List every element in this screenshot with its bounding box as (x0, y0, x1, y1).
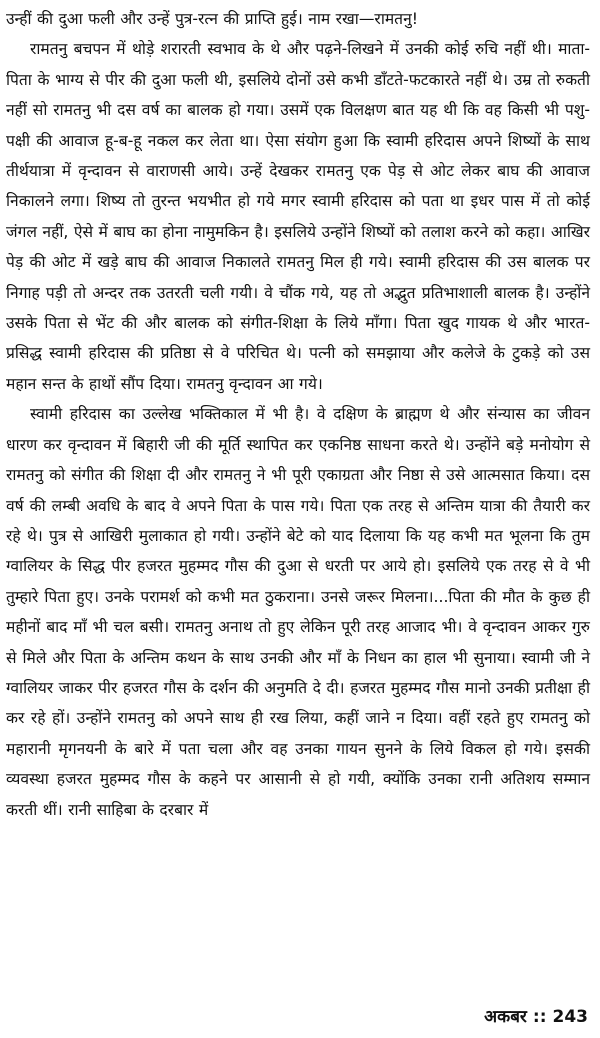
running-title: अकबर (484, 1007, 527, 1027)
body-text (6, 4, 590, 825)
page-number: 243 (552, 1007, 588, 1027)
paragraph-2: रामतनु बचपन में थोड़े शरारती स्वभाव के थे और पढ़ने-लिखने में उनकी कोई रुचि नहीं थी। माता-पिता के भाग्य से पीर की दुआ फली थी, इसलिये दोनों उसे कभी डाँटते-फटकारते नहीं थे। उम्र तो रुकती नहीं सो रामतनु भी दस वर्ष का बालक हो गया। उसमें एक विलक्षण बात यह थी कि वह किसी भी पशु-पक्षी की आवाज हू-ब-हू नकल कर लेता था। ऐसा संयोग हुआ कि स्वामी हरिदास अपने शिष्यों के साथ तीर्थयात्रा में वृन्दावन से वाराणसी आये। उन्हें देखकर रामतनु एक पेड़ से ओट लेकर बाघ की आवाज निकालने लगा। शिष्य तो तुरन्त भयभीत हो गये मगर स्वामी हरिदास को पता था इधर पास में तो कोई जंगल नहीं, ऐसे में बाघ का होना नामुमकिन है। इसलिये उन्होंने शिष्यों को तलाश करने को कहा। आखिर पेड़ की ओट में खड़े बाघ की आवाज निकालते रामतनु मिल ही गये। स्वामी हरिदास की उस बालक पर निगाह पड़ी तो अन्दर तक उतरती चली गयी। वे चौंक गये, यह तो अद्भुत प्रतिभाशाली बालक है। उन्होंने उसके पिता से भेंट की और बालक को संगीत-शिक्षा के लिये माँगा। पिता खुद गायक थे और भारत-प्रसिद्ध स्वामी हरिदास की प्रतिष्ठा से वे परिचित थे। पत्नी को समझाया और कलेजे के टुकड़े को उस महान सन्त के हाथों सौंप दिया। रामतनु वृन्दावन आ गये। (6, 40, 590, 393)
paragraph-1: उन्हीं की दुआ फली और उन्हें पुत्र-रत्न की प्राप्ति हुई। नाम रखा—रामतनु! (6, 10, 418, 28)
paragraph-3: स्वामी हरिदास का उल्लेख भक्तिकाल में भी है। वे दक्षिण के ब्राह्मण थे और संन्यास का जीवन धारण कर वृन्दावन में बिहारी जी की मूर्ति स्थापित कर एकनिष्ठ साधना करते थे। उन्होंने बड़े मनोयोग से रामतनु को संगीत की शिक्षा दी और रामतनु ने भी पूरी एकाग्रता और निष्ठा से उसे आत्मसात किया। दस वर्ष की लम्बी अवधि के बाद वे अपने पिता के पास गये। पिता एक तरह से अन्तिम यात्रा की तैयारी कर रहे थे। पुत्र से आखिरी मुलाकात हो गयी। उन्होंने बेटे को याद दिलाया कि यह कभी मत भूलना कि तुम ग्वालियर के सिद्ध पीर हजरत मुहम्मद गौस की दुआ से धरती पर आये हो। इसलिये एक तरह से वे भी तुम्हारे पिता हुए। उनके परामर्श को कभी मत ठुकराना। उनसे जरूर मिलना।...पिता की मौत के कुछ ही महीनों बाद माँ भी चल बसी। रामतनु अनाथ तो हुए लेकिन पूरी तरह आजाद भी। वे वृन्दावन आकर गुरु से मिले और पिता के अन्तिम कथन के साथ उनकी और माँ के निधन का हाल भी सुनाया। स्वामी जी ने ग्वालियर जाकर पीर हजरत गौस के दर्शन की अनुमति दे दी। हजरत मुहम्मद गौस मानो उनकी प्रतीक्षा ही कर रहे हों। उन्होंने रामतनु को अपने साथ ही रख लिया, कहीं जाने न दिया। वहीं रहते हुए रामतनु को महारानी मृगनयनी के बारे में पता चला और वह उनका गायन सुनने के लिये विकल हो गये। इसकी व्यवस्था हजरत मुहम्मद गौस के कहने पर आसानी से हो गयी, क्योंकि उनका रानी अतिशय सम्मान करती थीं। रानी साहिबा के दरबार में (6, 405, 590, 819)
page-footer (484, 1006, 588, 1028)
footer-separator: :: (532, 1007, 547, 1027)
